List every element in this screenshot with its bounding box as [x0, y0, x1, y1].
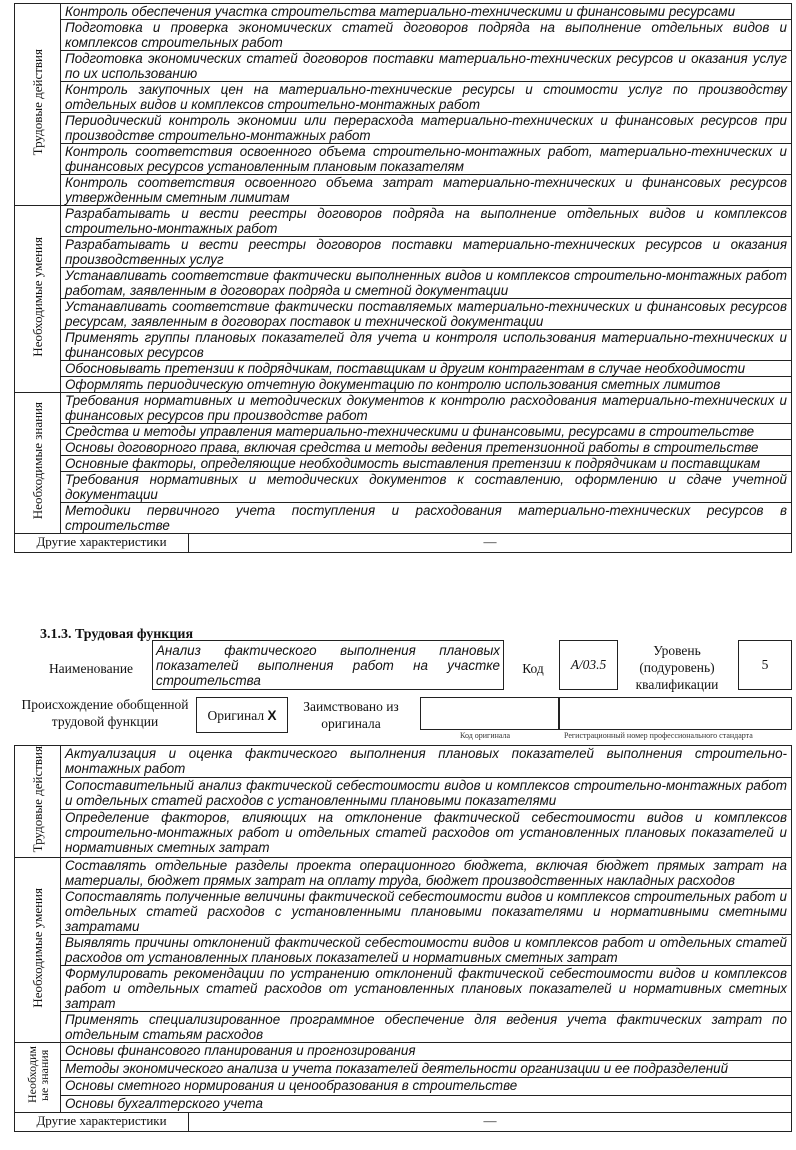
category-cell	[15, 746, 61, 858]
table-row	[15, 1060, 792, 1078]
table-row	[15, 778, 792, 810]
table-row	[15, 144, 792, 175]
code-label: Код	[522, 661, 544, 676]
item-text: Контроль соответствия освоенного объема затрат материально-технических и финансовых ресурсов утвержденным сметным лимитам	[61, 175, 792, 206]
table-row	[15, 51, 792, 82]
competency-table-1	[14, 3, 792, 553]
table-row	[15, 175, 792, 206]
item-text: Основы сметного нормирования и ценообразования в строительстве	[61, 1078, 792, 1096]
table-row	[15, 746, 792, 778]
table-row	[15, 237, 792, 268]
item-text: Оформлять периодическую отчетную документацию по контролю использования сметных лимитов	[61, 377, 792, 393]
table-row	[15, 393, 792, 424]
function-name-value: Анализ фактического выполнения плановых показателей выполнения работ на участке строительства	[156, 643, 500, 688]
table-row	[15, 4, 792, 20]
origin-label: Происхождение обобщенной трудовой функции	[21, 697, 189, 729]
other-characteristics-label: Другие характеристики	[15, 1113, 189, 1132]
table-row	[15, 424, 792, 440]
category-label: Необходимые умения	[29, 888, 45, 1008]
section-title: 3.1.3. Трудовая функция	[40, 627, 194, 642]
item-text: Разрабатывать и вести реестры договоров поставки материально-технических ресурсов и оказания производственных услуг	[61, 237, 792, 268]
item-text: Основы финансового планирования и прогнозирования	[61, 1043, 792, 1061]
other-characteristics-value: —	[189, 534, 792, 553]
item-text: Контроль соответствия освоенного объема строительно-монтажных работ, материально-технических и финансовых ресурсов установленным плановым показателям	[61, 144, 792, 175]
item-text: Средства и методы управления материально-техническими и финансовыми, ресурсами в строительстве	[61, 424, 792, 440]
category-cell	[15, 206, 61, 393]
item-text: Выявлять причины отклонений фактической себестоимости видов и комплексов работ и отдельных статей расходов от установленных плановых показателей и нормативных сметных затрат	[61, 935, 792, 966]
other-characteristics-value: —	[189, 1113, 792, 1132]
item-text: Периодический контроль экономии или перерасхода материально-технических и финансовых ресурсов при производстве строительно-монтажных работ	[61, 113, 792, 144]
category-label: Необходимые знания	[24, 1046, 51, 1104]
original-code-box	[420, 697, 559, 730]
reg-number-box	[559, 697, 792, 730]
table-row	[15, 810, 792, 858]
original-checkmark: X	[267, 708, 277, 723]
table-row	[15, 440, 792, 456]
competency-table-2	[14, 745, 792, 1132]
category-label: Необходимые умения	[29, 236, 45, 357]
function-name-box	[152, 640, 504, 690]
table-row	[15, 966, 792, 1012]
table-row	[15, 1043, 792, 1061]
table-row	[15, 82, 792, 113]
category-label: Трудовые действия	[29, 746, 45, 853]
item-text: Основы бухгалтерского учета	[61, 1095, 792, 1113]
category-cell	[15, 4, 61, 206]
item-text: Требования нормативных и методических документов к контролю расходования материально-технических и финансовых ресурсов при производстве работ	[61, 393, 792, 424]
table-row	[15, 20, 792, 51]
item-text: Подготовка экономических статей договоров поставки материально-технических ресурсов и оказания услуг по их использованию	[61, 51, 792, 82]
competency-table-2-body	[15, 746, 792, 1132]
table-row	[15, 113, 792, 144]
other-characteristics-row	[15, 534, 792, 553]
item-text: Устанавливать соответствие фактически поставляемых материально-технических и финансовых ресурсов ресурсам, заявленным в договорах поставок и технической документации	[61, 299, 792, 330]
item-text: Применять группы плановых показателей для учета и контроля использования материально-технических и финансовых ресурсов	[61, 330, 792, 361]
item-text: Методики первичного учета поступления и расходования материально-технических ресурсов в строительстве	[61, 503, 792, 534]
item-text: Основы договорного права, включая средства и методы ведения претензионной работы в строительстве	[61, 440, 792, 456]
category-cell	[15, 858, 61, 1043]
table-row	[15, 858, 792, 889]
table-row	[15, 268, 792, 299]
item-text: Сопоставлять полученные величины фактической себестоимости видов и комплексов строительных работ и отдельных статей расходов с установленными плановыми показателями и нормативными сметными затратами	[61, 889, 792, 935]
category-cell	[15, 1043, 61, 1113]
borrowed-label: Заимствовано из оригинала	[303, 699, 399, 731]
item-text: Контроль обеспечения участка строительства материально-техническими и финансовыми ресурсами	[61, 4, 792, 20]
table-row	[15, 456, 792, 472]
item-text: Требования нормативных и методических документов к составлению, оформлению и сдаче учетной документации	[61, 472, 792, 503]
item-text: Методы экономического анализа и учета показателей деятельности организации и ее подразделений	[61, 1060, 792, 1078]
item-text: Подготовка и проверка экономических статей договоров подряда на выполнение отдельных видов и комплексов строительных работ	[61, 20, 792, 51]
other-characteristics-row	[15, 1113, 792, 1132]
table-row	[15, 889, 792, 935]
code-value: A/03.5	[570, 657, 607, 672]
item-text: Применять специализированное программное обеспечение для ведения учета фактических затрат по отдельным статьям расходов	[61, 1012, 792, 1043]
item-text: Обосновывать претензии к подрядчикам, поставщикам и другим контрагентам в случае необходимости	[61, 361, 792, 377]
category-label: Трудовые действия	[29, 48, 45, 156]
table-row	[15, 1095, 792, 1113]
table-row	[15, 935, 792, 966]
table-row	[15, 503, 792, 534]
item-text: Формулировать рекомендации по устранению отклонений фактической себестоимости видов и комплексов работ и отдельных статей расходов от установленных плановых показателей и нормативных сметных затрат	[61, 966, 792, 1012]
other-characteristics-label: Другие характеристики	[15, 534, 189, 553]
table-row	[15, 361, 792, 377]
original-label: Оригинал	[207, 708, 265, 723]
table-row	[15, 206, 792, 237]
original-option	[196, 707, 288, 724]
item-text: Составлять отдельные разделы проекта операционного бюджета, включая бюджет прямых затрат на материалы, бюджет прямых затрат на оплату труда, бюджет производственных накладных расходов	[61, 858, 792, 889]
original-code-caption: Код оригинала	[460, 731, 511, 740]
item-text: Основные факторы, определяющие необходимость выставления претензии к подрядчикам и поставщикам	[61, 456, 792, 472]
table-row	[15, 1078, 792, 1096]
category-cell	[15, 393, 61, 534]
item-text: Сопоставительный анализ фактической себестоимости видов и комплексов строительно-монтажных работ и отдельных статей расходов с установленными плановыми показателями	[61, 778, 792, 810]
level-value: 5	[761, 657, 769, 672]
item-text: Контроль закупочных цен на материально-технические ресурсы и стоимости услуг по производству отдельных видов и комплексов строительно-монтажных работ	[61, 82, 792, 113]
category-label: Необходимые знания	[29, 401, 45, 520]
item-text: Устанавливать соответствие фактически выполненных видов и комплексов строительно-монтажных работ работам, заявленным в договорах подряда и сметной документации	[61, 268, 792, 299]
table-row	[15, 377, 792, 393]
table-row	[15, 1012, 792, 1043]
reg-number-caption: Регистрационный номер профессионального стандарта	[564, 731, 753, 740]
table-row	[15, 472, 792, 503]
table-row	[15, 299, 792, 330]
table-row	[15, 330, 792, 361]
item-text: Актуализация и оценка фактического выполнения плановых показателей выполнения строительно-монтажных работ	[61, 746, 792, 778]
competency-table-1-body	[15, 4, 792, 553]
level-label: Уровень (подуровень) квалификации	[635, 643, 719, 692]
name-label: Наименование	[48, 661, 134, 676]
item-text: Определение факторов, влияющих на отклонение фактической себестоимости видов и комплексов строительно-монтажных работ и отдельных статей расходов от установленных плановых показателей и нормативных сметных затрат	[61, 810, 792, 858]
item-text: Разрабатывать и вести реестры договоров подряда на выполнение отдельных видов и комплексов строительно-монтажных работ	[61, 206, 792, 237]
